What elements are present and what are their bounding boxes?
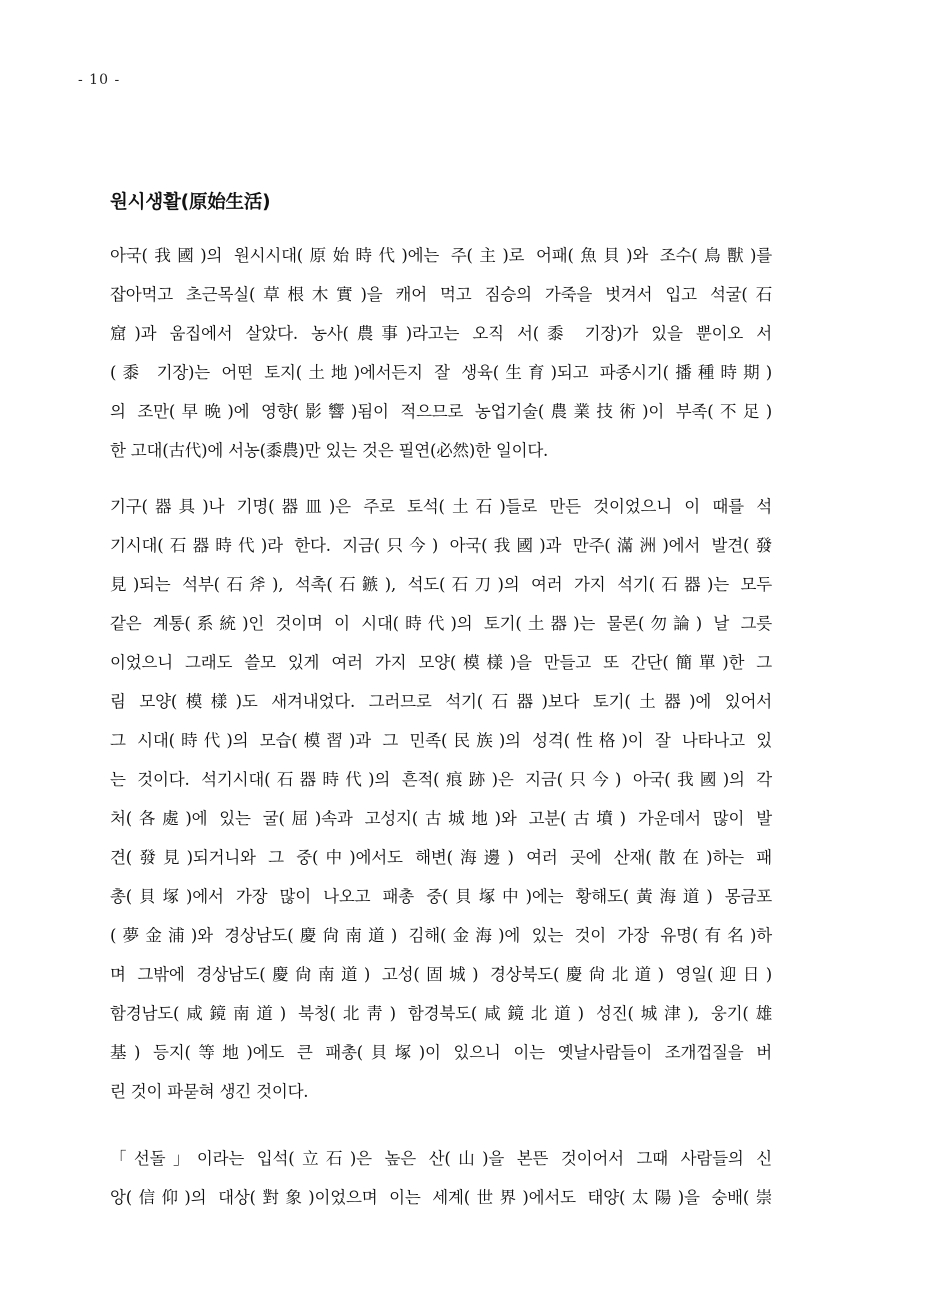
text-line: 같은 계통(系統)인 것이며 이 시대(時代)의 토기(土器)는 물론(勿論) 날 그릇 [110,614,772,633]
text-line: 함경남도(咸鏡南道) 북청(北靑) 함경북도(咸鏡北道) 성진(城津), 웅기(雄 [110,1004,772,1023]
text-line: 앙(信仰)의 대상(對象)이었으며 이는 세계(世界)에서도 태양(太陽)을 숭배(崇 [110,1188,772,1207]
text-line: 총(貝塚)에서 가장 많이 나오고 패총 중(貝塚中)에는 황해도(黃海道) 몽금포 [110,887,772,906]
text-line: 「선돌」이라는 입석(立石)은 높은 산(山)을 본뜬 것이어서 그때 사람들의 신 [110,1149,772,1168]
text-line: 見)되는 석부(石斧), 석촉(石鏃), 석도(石刀)의 여러 가지 석기(石器)는 모두 [110,575,772,594]
text-line: 잡아먹고 초근목실(草根木實)을 캐어 먹고 짐승의 가죽을 벗겨서 입고 석굴(石 [110,285,772,304]
text-line: 처(各處)에 있는 굴(屈)속과 고성지(古城地)와 고분(古墳) 가운데서 많이 발 [110,809,772,828]
page-number: - 10 - [78,72,121,88]
text-line: 窟)과 움집에서 살았다. 농사(農事)라고는 오직 서(黍 기장)가 있을 뿐이오 서 [110,324,772,343]
text-line: 아국(我國)의 원시시대(原始時代)에는 주(主)로 어패(魚貝)와 조수(鳥獸)를 [110,246,772,265]
text-line: 린 것이 파묻혀 생긴 것이다. [110,1082,309,1101]
text-line: 그 시대(時代)의 모습(模習)과 그 민족(民族)의 성격(性格)이 잘 나타나고 있 [110,731,772,750]
text-line: 기구(器具)나 기명(器皿)은 주로 토석(土石)들로 만든 것이었으니 이 때를 석 [110,497,772,516]
text-line: 한 고대(古代)에 서농(黍農)만 있는 것은 필연(必然)한 일이다. [110,441,549,460]
text-line: 림 모양(模樣)도 새겨내었다. 그러므로 석기(石器)보다 토기(土器)에 있어서 [110,692,772,711]
text-line: 基) 등지(等地)에도 큰 패총(貝塚)이 있으니 이는 옛날사람들이 조개껍질을 버 [110,1043,772,1062]
text-line: (夢金浦)와 경상남도(慶尙南道) 김해(金海)에 있는 것이 가장 유명(有名)하 [110,926,772,945]
text-line: 견(發見)되거니와 그 중(中)에서도 해변(海邊) 여러 곳에 산재(散在)하는 패 [110,848,772,867]
text-line: 는 것이다. 석기시대(石器時代)의 흔적(痕跡)은 지금(只今) 아국(我國)의 각 [110,770,772,789]
text-line: 며 그밖에 경상남도(慶尙南道) 고성(固城) 경상북도(慶尙北道) 영일(迎日) [110,965,772,984]
text-line: 의 조만(早晩)에 영향(影響)됨이 적으므로 농업기술(農業技術)이 부족(不足) [110,402,772,421]
text-line: 이었으니 그래도 쓸모 있게 여러 가지 모양(模樣)을 만들고 또 간단(簡單)한 그 [110,653,772,672]
text-line: (黍 기장)는 어떤 토지(土地)에서든지 잘 생육(生育)되고 파종시기(播種時期) [110,363,772,382]
text-line: 기시대(石器時代)라 한다. 지금(只今) 아국(我國)과 만주(滿洲)에서 발견(發 [110,536,772,555]
section-title: 원시생활(原始生活) [110,192,271,213]
